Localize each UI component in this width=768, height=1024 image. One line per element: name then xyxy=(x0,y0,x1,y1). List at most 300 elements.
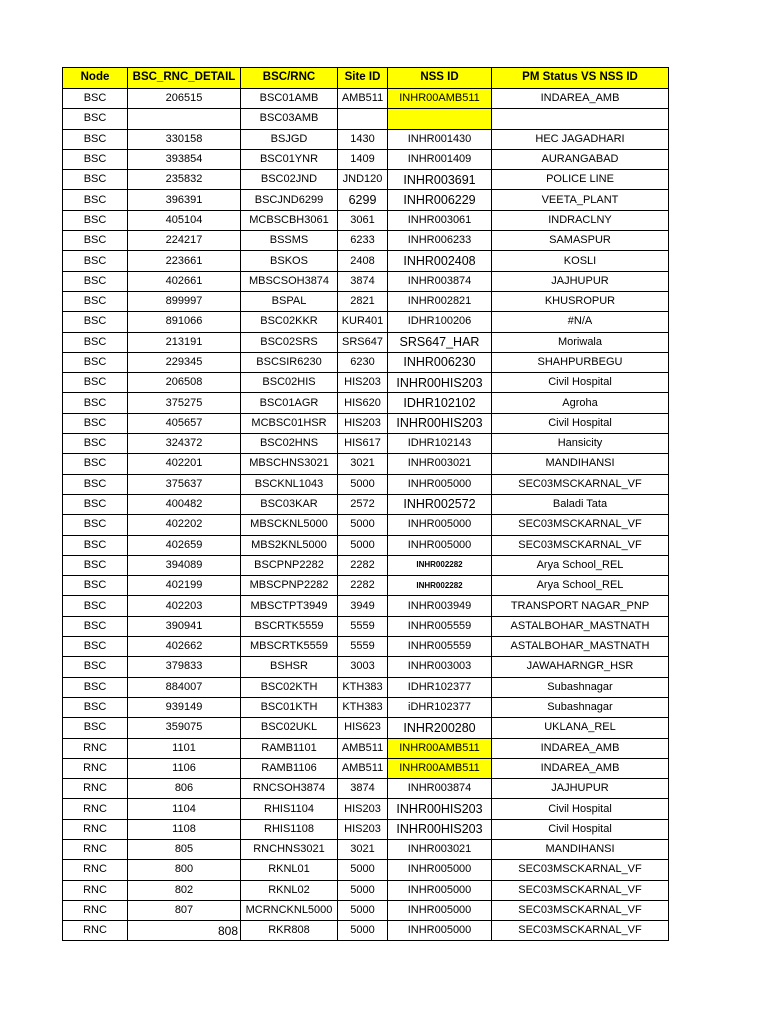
bsc-rnc-cell[interactable]: BSC02HIS xyxy=(241,373,338,393)
bsc-rnc-cell[interactable]: MCBSCBH3061 xyxy=(241,210,338,230)
site-id-cell[interactable] xyxy=(338,109,388,129)
nss-id-cell[interactable]: INHR001409 xyxy=(388,149,492,169)
node-cell[interactable]: RNC xyxy=(63,860,128,880)
site-id-cell[interactable]: 6299 xyxy=(338,190,388,210)
site-id-cell[interactable]: 2282 xyxy=(338,576,388,596)
bsc-rnc-cell[interactable]: MCBSC01HSR xyxy=(241,413,338,433)
site-id-cell[interactable]: 3874 xyxy=(338,779,388,799)
table-row xyxy=(63,839,669,859)
site-id-cell[interactable]: 1409 xyxy=(338,149,388,169)
bsc-rnc-cell[interactable]: BSC02UKL xyxy=(241,718,338,738)
node-cell[interactable]: RNC xyxy=(63,900,128,920)
pm-status-cell[interactable]: Arya School_REL xyxy=(492,576,669,596)
table-row xyxy=(63,89,669,109)
pm-status-cell[interactable]: Baladi Tata xyxy=(492,494,669,514)
node-cell[interactable]: RNC xyxy=(63,839,128,859)
pm-status-cell[interactable]: SEC03MSCKARNAL_VF xyxy=(492,535,669,555)
table-row xyxy=(63,718,669,738)
header-bsc-rnc-detail[interactable]: BSC_RNC_DETAIL xyxy=(128,68,241,89)
table-row xyxy=(63,900,669,920)
bsc-rnc-cell[interactable]: RKNL02 xyxy=(241,880,338,900)
site-id-cell[interactable]: KUR401 xyxy=(338,312,388,332)
site-id-cell[interactable]: 1430 xyxy=(338,129,388,149)
table-row xyxy=(63,352,669,372)
bsc-rnc-detail-cell[interactable]: 402662 xyxy=(128,637,241,657)
nss-id-cell[interactable]: INHR006233 xyxy=(388,231,492,251)
bsc-rnc-detail-cell[interactable]: 206508 xyxy=(128,373,241,393)
node-cell[interactable]: RNC xyxy=(63,880,128,900)
table-row xyxy=(63,454,669,474)
pm-status-cell[interactable]: Civil Hospital xyxy=(492,373,669,393)
site-id-cell[interactable]: HIS620 xyxy=(338,393,388,413)
pm-status-cell[interactable]: JAJHUPUR xyxy=(492,271,669,291)
node-cell[interactable]: BSC xyxy=(63,596,128,616)
pm-status-cell[interactable]: SEC03MSCKARNAL_VF xyxy=(492,921,669,941)
node-cell[interactable]: BSC xyxy=(63,413,128,433)
bsc-rnc-detail-cell[interactable]: 396391 xyxy=(128,190,241,210)
bsc-rnc-cell[interactable]: MBSCKNL5000 xyxy=(241,515,338,535)
node-cell[interactable]: BSC xyxy=(63,555,128,575)
node-cell[interactable]: RNC xyxy=(63,758,128,778)
site-id-cell[interactable]: HIS623 xyxy=(338,718,388,738)
bsc-rnc-detail-cell[interactable]: 402202 xyxy=(128,515,241,535)
table-row xyxy=(63,758,669,778)
table-row xyxy=(63,555,669,575)
nss-id-cell[interactable]: INHR006229 xyxy=(388,190,492,210)
table-row xyxy=(63,921,669,941)
pm-status-cell[interactable]: VEETA_PLANT xyxy=(492,190,669,210)
site-id-cell[interactable]: 6233 xyxy=(338,231,388,251)
nss-id-cell[interactable]: IDHR102143 xyxy=(388,434,492,454)
pm-status-cell[interactable]: Civil Hospital xyxy=(492,799,669,819)
pm-status-cell[interactable]: SEC03MSCKARNAL_VF xyxy=(492,474,669,494)
bsc-rnc-detail-cell[interactable]: 379833 xyxy=(128,657,241,677)
bsc-rnc-cell[interactable]: MBSCSOH3874 xyxy=(241,271,338,291)
bsc-rnc-cell[interactable]: BSC01YNR xyxy=(241,149,338,169)
node-cell[interactable]: BSC xyxy=(63,352,128,372)
nss-id-cell[interactable]: INHR002282 xyxy=(388,555,492,575)
data-table xyxy=(62,67,669,941)
site-id-cell[interactable]: KTH383 xyxy=(338,677,388,697)
node-cell[interactable]: BSC xyxy=(63,474,128,494)
nss-id-cell[interactable]: INHR00AMB511 xyxy=(388,738,492,758)
nss-id-cell[interactable]: INHR002572 xyxy=(388,494,492,514)
bsc-rnc-cell[interactable]: BSHSR xyxy=(241,657,338,677)
nss-id-cell[interactable]: iDHR102377 xyxy=(388,697,492,717)
table-row xyxy=(63,657,669,677)
site-id-cell[interactable]: 3021 xyxy=(338,839,388,859)
bsc-rnc-detail-cell[interactable]: 1101 xyxy=(128,738,241,758)
table-row xyxy=(63,515,669,535)
nss-id-cell[interactable]: INHR003061 xyxy=(388,210,492,230)
pm-status-cell[interactable]: SAMASPUR xyxy=(492,231,669,251)
pm-status-cell[interactable]: MANDIHANSI xyxy=(492,454,669,474)
bsc-rnc-detail-cell[interactable] xyxy=(128,109,241,129)
nss-id-cell[interactable]: INHR00HIS203 xyxy=(388,799,492,819)
bsc-rnc-cell[interactable]: BSCRTK5559 xyxy=(241,616,338,636)
table-row xyxy=(63,413,669,433)
site-id-cell[interactable]: 2282 xyxy=(338,555,388,575)
nss-id-cell[interactable]: INHR005559 xyxy=(388,637,492,657)
pm-status-cell[interactable]: INDAREA_AMB xyxy=(492,738,669,758)
bsc-rnc-cell[interactable]: MBSCRTK5559 xyxy=(241,637,338,657)
site-id-cell[interactable]: 2572 xyxy=(338,494,388,514)
pm-status-cell[interactable]: Moriwala xyxy=(492,332,669,352)
pm-status-cell[interactable]: INDAREA_AMB xyxy=(492,758,669,778)
node-cell[interactable]: RNC xyxy=(63,738,128,758)
pm-status-cell[interactable]: INDRACLNY xyxy=(492,210,669,230)
bsc-rnc-cell[interactable]: BSCKNL1043 xyxy=(241,474,338,494)
site-id-cell[interactable]: 3003 xyxy=(338,657,388,677)
table-row xyxy=(63,332,669,352)
bsc-rnc-detail-cell[interactable]: 324372 xyxy=(128,434,241,454)
site-id-cell[interactable]: 5000 xyxy=(338,921,388,941)
bsc-rnc-cell[interactable]: BSPAL xyxy=(241,291,338,311)
bsc-rnc-detail-cell[interactable]: 899997 xyxy=(128,291,241,311)
bsc-rnc-detail-cell[interactable]: 891066 xyxy=(128,312,241,332)
nss-id-cell[interactable] xyxy=(388,109,492,129)
nss-id-cell[interactable]: IDHR100206 xyxy=(388,312,492,332)
nss-id-cell[interactable]: INHR003874 xyxy=(388,779,492,799)
bsc-rnc-cell[interactable]: MBS2KNL5000 xyxy=(241,535,338,555)
site-id-cell[interactable]: 5000 xyxy=(338,535,388,555)
table-row xyxy=(63,596,669,616)
bsc-rnc-detail-cell[interactable]: 393854 xyxy=(128,149,241,169)
bsc-rnc-detail-cell[interactable]: 807 xyxy=(128,900,241,920)
node-cell[interactable]: RNC xyxy=(63,819,128,839)
site-id-cell[interactable]: 2408 xyxy=(338,251,388,271)
nss-id-cell[interactable]: INHR00HIS203 xyxy=(388,373,492,393)
table-row xyxy=(63,697,669,717)
site-id-cell[interactable]: KTH383 xyxy=(338,697,388,717)
bsc-rnc-cell[interactable]: BSJGD xyxy=(241,129,338,149)
bsc-rnc-detail-cell[interactable]: 1108 xyxy=(128,819,241,839)
pm-status-cell[interactable]: SEC03MSCKARNAL_VF xyxy=(492,900,669,920)
node-cell[interactable]: BSC xyxy=(63,210,128,230)
nss-id-cell[interactable]: INHR00HIS203 xyxy=(388,819,492,839)
bsc-rnc-cell[interactable]: RNCHNS3021 xyxy=(241,839,338,859)
bsc-rnc-cell[interactable]: MBSCPNP2282 xyxy=(241,576,338,596)
table-row xyxy=(63,779,669,799)
node-cell[interactable]: BSC xyxy=(63,89,128,109)
site-id-cell[interactable]: 3021 xyxy=(338,454,388,474)
node-cell[interactable]: BSC xyxy=(63,109,128,129)
bsc-rnc-detail-cell[interactable]: 402659 xyxy=(128,535,241,555)
nss-id-cell[interactable]: INHR00AMB511 xyxy=(388,758,492,778)
nss-id-cell[interactable]: INHR001430 xyxy=(388,129,492,149)
site-id-cell[interactable]: 5000 xyxy=(338,860,388,880)
pm-status-cell[interactable]: SEC03MSCKARNAL_VF xyxy=(492,880,669,900)
bsc-rnc-cell[interactable]: RHIS1108 xyxy=(241,819,338,839)
nss-id-cell[interactable]: INHR002821 xyxy=(388,291,492,311)
pm-status-cell[interactable]: Subashnagar xyxy=(492,697,669,717)
node-cell[interactable]: BSC xyxy=(63,231,128,251)
header-nss-id[interactable]: NSS ID xyxy=(388,68,492,89)
bsc-rnc-detail-cell[interactable]: 402661 xyxy=(128,271,241,291)
table-row xyxy=(63,535,669,555)
node-cell[interactable]: BSC xyxy=(63,312,128,332)
pm-status-cell[interactable]: KHUSROPUR xyxy=(492,291,669,311)
nss-id-cell[interactable]: INHR005000 xyxy=(388,535,492,555)
site-id-cell[interactable]: HIS203 xyxy=(338,373,388,393)
table-row xyxy=(63,271,669,291)
bsc-rnc-cell[interactable]: BSC01AMB xyxy=(241,89,338,109)
table-row xyxy=(63,373,669,393)
node-cell[interactable]: BSC xyxy=(63,373,128,393)
bsc-rnc-cell[interactable]: BSC02KTH xyxy=(241,677,338,697)
nss-id-cell[interactable]: INHR005000 xyxy=(388,880,492,900)
node-cell[interactable]: BSC xyxy=(63,454,128,474)
site-id-cell[interactable]: 3874 xyxy=(338,271,388,291)
bsc-rnc-detail-cell[interactable]: 223661 xyxy=(128,251,241,271)
bsc-rnc-detail-cell[interactable]: 402199 xyxy=(128,576,241,596)
pm-status-cell[interactable]: ASTALBOHAR_MASTNATH xyxy=(492,616,669,636)
bsc-rnc-detail-cell[interactable]: 375275 xyxy=(128,393,241,413)
bsc-rnc-cell[interactable]: MCRNCKNL5000 xyxy=(241,900,338,920)
pm-status-cell[interactable]: INDAREA_AMB xyxy=(492,89,669,109)
nss-id-cell[interactable]: INHR00HIS203 xyxy=(388,413,492,433)
table-row xyxy=(63,251,669,271)
table-row xyxy=(63,799,669,819)
bsc-rnc-cell[interactable]: RKNL01 xyxy=(241,860,338,880)
node-cell[interactable]: BSC xyxy=(63,170,128,190)
nss-id-cell[interactable]: INHR003021 xyxy=(388,454,492,474)
nss-id-cell[interactable]: INHR005000 xyxy=(388,921,492,941)
bsc-rnc-detail-cell[interactable]: 405657 xyxy=(128,413,241,433)
node-cell[interactable]: BSC xyxy=(63,677,128,697)
site-id-cell[interactable]: AMB511 xyxy=(338,738,388,758)
node-cell[interactable]: BSC xyxy=(63,616,128,636)
table-body xyxy=(63,89,669,941)
site-id-cell[interactable]: AMB511 xyxy=(338,758,388,778)
bsc-rnc-cell[interactable]: BSC01AGR xyxy=(241,393,338,413)
site-id-cell[interactable]: 5000 xyxy=(338,474,388,494)
site-id-cell[interactable]: 5559 xyxy=(338,637,388,657)
header-pm-status[interactable]: PM Status VS NSS ID xyxy=(492,68,669,89)
bsc-rnc-cell[interactable]: RAMB1106 xyxy=(241,758,338,778)
bsc-rnc-detail-cell[interactable]: 330158 xyxy=(128,129,241,149)
node-cell[interactable]: BSC xyxy=(63,434,128,454)
table-row xyxy=(63,576,669,596)
bsc-rnc-detail-cell[interactable]: 402201 xyxy=(128,454,241,474)
bsc-rnc-detail-cell[interactable]: 808 xyxy=(128,921,241,941)
bsc-rnc-detail-cell[interactable]: 800 xyxy=(128,860,241,880)
pm-status-cell[interactable]: MANDIHANSI xyxy=(492,839,669,859)
node-cell[interactable]: BSC xyxy=(63,637,128,657)
pm-status-cell[interactable]: SEC03MSCKARNAL_VF xyxy=(492,860,669,880)
site-id-cell[interactable]: 5000 xyxy=(338,515,388,535)
nss-id-cell[interactable]: INHR005000 xyxy=(388,515,492,535)
pm-status-cell[interactable]: #N/A xyxy=(492,312,669,332)
table-row xyxy=(63,738,669,758)
pm-status-cell[interactable]: UKLANA_REL xyxy=(492,718,669,738)
nss-id-cell[interactable]: INHR003949 xyxy=(388,596,492,616)
nss-id-cell[interactable]: INHR002408 xyxy=(388,251,492,271)
table-row xyxy=(63,291,669,311)
table-row xyxy=(63,474,669,494)
bsc-rnc-cell[interactable]: BSCPNP2282 xyxy=(241,555,338,575)
table-row xyxy=(63,880,669,900)
nss-id-cell[interactable]: INHR002282 xyxy=(388,576,492,596)
bsc-rnc-detail-cell[interactable]: 802 xyxy=(128,880,241,900)
bsc-rnc-detail-cell[interactable]: 1104 xyxy=(128,799,241,819)
node-cell[interactable]: BSC xyxy=(63,657,128,677)
bsc-rnc-detail-cell[interactable]: 806 xyxy=(128,779,241,799)
nss-id-cell[interactable]: INHR003691 xyxy=(388,170,492,190)
site-id-cell[interactable]: HIS203 xyxy=(338,799,388,819)
node-cell[interactable]: RNC xyxy=(63,799,128,819)
pm-status-cell[interactable]: KOSLI xyxy=(492,251,669,271)
header-row xyxy=(63,68,669,89)
pm-status-cell[interactable]: Civil Hospital xyxy=(492,819,669,839)
site-id-cell[interactable]: HIS203 xyxy=(338,819,388,839)
nss-id-cell[interactable]: INHR00AMB511 xyxy=(388,89,492,109)
pm-status-cell[interactable]: SHAHPURBEGU xyxy=(492,352,669,372)
site-id-cell[interactable]: HIS617 xyxy=(338,434,388,454)
bsc-rnc-cell[interactable]: RAMB1101 xyxy=(241,738,338,758)
node-cell[interactable]: RNC xyxy=(63,921,128,941)
header-node[interactable]: Node xyxy=(63,68,128,89)
table-row xyxy=(63,210,669,230)
node-cell[interactable]: BSC xyxy=(63,251,128,271)
pm-status-cell[interactable]: SEC03MSCKARNAL_VF xyxy=(492,515,669,535)
table-row xyxy=(63,819,669,839)
bsc-rnc-detail-cell[interactable]: 884007 xyxy=(128,677,241,697)
node-cell[interactable]: BSC xyxy=(63,718,128,738)
bsc-rnc-cell[interactable]: BSCSIR6230 xyxy=(241,352,338,372)
pm-status-cell[interactable] xyxy=(492,109,669,129)
nss-id-cell[interactable]: INHR003021 xyxy=(388,839,492,859)
pm-status-cell[interactable]: POLICE LINE xyxy=(492,170,669,190)
table-row xyxy=(63,170,669,190)
pm-status-cell[interactable]: Agroha xyxy=(492,393,669,413)
bsc-rnc-cell[interactable]: MBSCHNS3021 xyxy=(241,454,338,474)
bsc-rnc-cell[interactable]: MBSCTPT3949 xyxy=(241,596,338,616)
bsc-rnc-detail-cell[interactable]: 375637 xyxy=(128,474,241,494)
pm-status-cell[interactable]: Hansicity xyxy=(492,434,669,454)
node-cell[interactable]: BSC xyxy=(63,535,128,555)
nss-id-cell[interactable]: INHR003003 xyxy=(388,657,492,677)
bsc-rnc-cell[interactable]: BSCJND6299 xyxy=(241,190,338,210)
header-bsc-rnc[interactable]: BSC/RNC xyxy=(241,68,338,89)
site-id-cell[interactable]: SRS647 xyxy=(338,332,388,352)
site-id-cell[interactable]: HIS203 xyxy=(338,413,388,433)
node-cell[interactable]: BSC xyxy=(63,393,128,413)
node-cell[interactable]: BSC xyxy=(63,129,128,149)
pm-status-cell[interactable]: HEC JAGADHARI xyxy=(492,129,669,149)
pm-status-cell[interactable]: Arya School_REL xyxy=(492,555,669,575)
pm-status-cell[interactable]: Subashnagar xyxy=(492,677,669,697)
nss-id-cell[interactable]: INHR006230 xyxy=(388,352,492,372)
bsc-rnc-detail-cell[interactable]: 805 xyxy=(128,839,241,859)
table-row xyxy=(63,434,669,454)
pm-status-cell[interactable]: JAWAHARNGR_HSR xyxy=(492,657,669,677)
table-row xyxy=(63,109,669,129)
bsc-rnc-detail-cell[interactable]: 394089 xyxy=(128,555,241,575)
site-id-cell[interactable]: 6230 xyxy=(338,352,388,372)
pm-status-cell[interactable]: Civil Hospital xyxy=(492,413,669,433)
node-cell[interactable]: BSC xyxy=(63,291,128,311)
bsc-rnc-cell[interactable]: BSKOS xyxy=(241,251,338,271)
bsc-rnc-cell[interactable]: BSC02SRS xyxy=(241,332,338,352)
node-cell[interactable]: BSC xyxy=(63,576,128,596)
table-row xyxy=(63,231,669,251)
table-row xyxy=(63,129,669,149)
table-row xyxy=(63,312,669,332)
node-cell[interactable]: BSC xyxy=(63,697,128,717)
site-id-cell[interactable]: 2821 xyxy=(338,291,388,311)
node-cell[interactable]: BSC xyxy=(63,190,128,210)
nss-id-cell[interactable]: INHR005559 xyxy=(388,616,492,636)
site-id-cell[interactable]: 5000 xyxy=(338,880,388,900)
table-row xyxy=(63,494,669,514)
bsc-rnc-detail-cell[interactable]: 359075 xyxy=(128,718,241,738)
bsc-rnc-cell[interactable]: BSC02HNS xyxy=(241,434,338,454)
node-cell[interactable]: BSC xyxy=(63,271,128,291)
table-row xyxy=(63,149,669,169)
table-row xyxy=(63,616,669,636)
bsc-rnc-detail-cell[interactable]: 402203 xyxy=(128,596,241,616)
nss-id-cell[interactable]: INHR003874 xyxy=(388,271,492,291)
nss-id-cell[interactable]: IDHR102102 xyxy=(388,393,492,413)
site-id-cell[interactable]: 5559 xyxy=(338,616,388,636)
bsc-rnc-detail-cell[interactable]: 1106 xyxy=(128,758,241,778)
node-cell[interactable]: BSC xyxy=(63,149,128,169)
table-row xyxy=(63,190,669,210)
bsc-rnc-detail-cell[interactable]: 206515 xyxy=(128,89,241,109)
bsc-rnc-detail-cell[interactable]: 400482 xyxy=(128,494,241,514)
bsc-rnc-cell[interactable]: BSC02KKR xyxy=(241,312,338,332)
site-id-cell[interactable]: JND120 xyxy=(338,170,388,190)
bsc-rnc-cell[interactable]: BSSMS xyxy=(241,231,338,251)
nss-id-cell[interactable]: INHR005000 xyxy=(388,474,492,494)
table-row xyxy=(63,393,669,413)
nss-id-cell[interactable]: INHR005000 xyxy=(388,900,492,920)
nss-id-cell[interactable]: INHR005000 xyxy=(388,860,492,880)
nss-id-cell[interactable]: INHR200280 xyxy=(388,718,492,738)
pm-status-cell[interactable]: JAJHUPUR xyxy=(492,779,669,799)
bsc-rnc-detail-cell[interactable]: 390941 xyxy=(128,616,241,636)
node-cell[interactable]: RNC xyxy=(63,779,128,799)
bsc-rnc-cell[interactable]: BSC03KAR xyxy=(241,494,338,514)
site-id-cell[interactable]: 3949 xyxy=(338,596,388,616)
nss-id-cell[interactable]: IDHR102377 xyxy=(388,677,492,697)
bsc-rnc-cell[interactable]: RKR808 xyxy=(241,921,338,941)
node-cell[interactable]: BSC xyxy=(63,332,128,352)
bsc-rnc-cell[interactable]: BSC02JND xyxy=(241,170,338,190)
bsc-rnc-detail-cell[interactable]: 939149 xyxy=(128,697,241,717)
site-id-cell[interactable]: 3061 xyxy=(338,210,388,230)
bsc-rnc-cell[interactable]: RNCSOH3874 xyxy=(241,779,338,799)
pm-status-cell[interactable]: AURANGABAD xyxy=(492,149,669,169)
bsc-rnc-cell[interactable]: BSC03AMB xyxy=(241,109,338,129)
bsc-rnc-detail-cell[interactable]: 235832 xyxy=(128,170,241,190)
bsc-rnc-detail-cell[interactable]: 229345 xyxy=(128,352,241,372)
site-id-cell[interactable]: AMB511 xyxy=(338,89,388,109)
bsc-rnc-detail-cell[interactable]: 405104 xyxy=(128,210,241,230)
pm-status-cell[interactable]: TRANSPORT NAGAR_PNP xyxy=(492,596,669,616)
site-id-cell[interactable]: 5000 xyxy=(338,900,388,920)
bsc-rnc-detail-cell[interactable]: 224217 xyxy=(128,231,241,251)
header-site-id[interactable]: Site ID xyxy=(338,68,388,89)
bsc-rnc-detail-cell[interactable]: 213191 xyxy=(128,332,241,352)
node-cell[interactable]: BSC xyxy=(63,494,128,514)
pm-status-cell[interactable]: ASTALBOHAR_MASTNATH xyxy=(492,637,669,657)
bsc-rnc-cell[interactable]: RHIS1104 xyxy=(241,799,338,819)
bsc-rnc-cell[interactable]: BSC01KTH xyxy=(241,697,338,717)
node-cell[interactable]: BSC xyxy=(63,515,128,535)
nss-id-cell[interactable]: SRS647_HAR xyxy=(388,332,492,352)
